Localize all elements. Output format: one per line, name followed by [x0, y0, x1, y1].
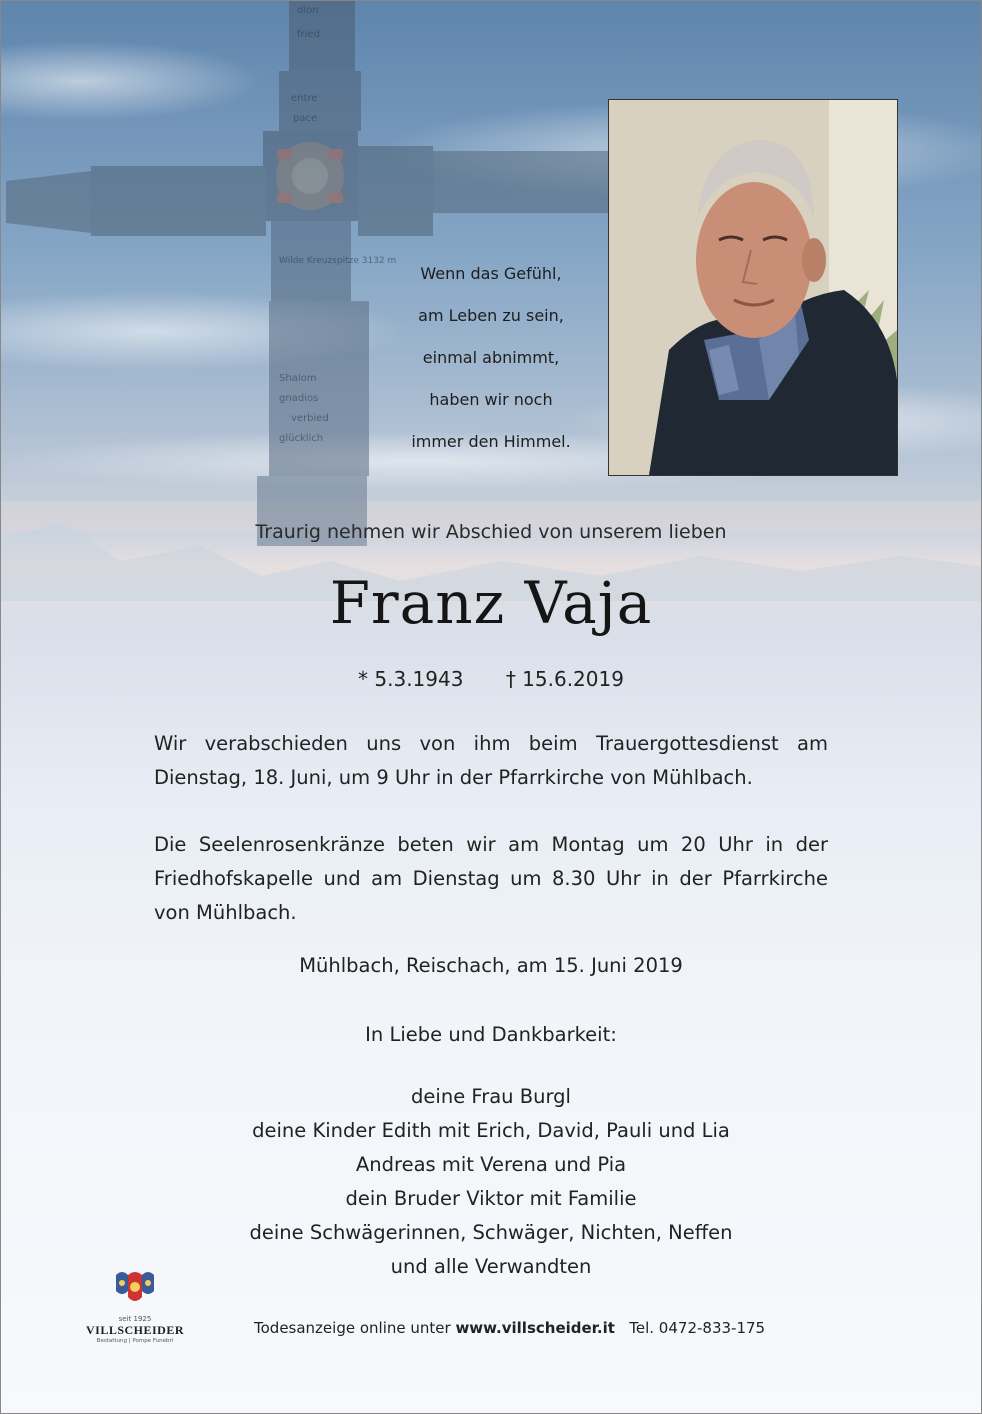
mourner-line: deine Frau Burgl	[411, 1085, 571, 1108]
mourner-line: und alle Verwandten	[390, 1255, 592, 1278]
gratitude-line: In Liebe und Dankbarkeit:	[365, 1023, 617, 1046]
death-date: † 15.6.2019	[505, 667, 624, 691]
intro-text: Traurig nehmen wir Abschied von unserem lieben	[255, 521, 727, 543]
mourner-line: Andreas mit Verena und Pia	[355, 1153, 627, 1176]
mourners-list	[1, 1080, 981, 1284]
portrait-photo	[608, 99, 898, 476]
funeral-home-logo	[81, 1269, 189, 1344]
funeral-service-paragraph: Wir verabschieden uns von ihm beim Trauergottesdienst am Dienstag, 18. Juni, um 9 Uhr in der Pfarrkirche von Mühlbach.	[154, 732, 828, 789]
mourner-line: deine Kinder Edith mit Erich, David, Pauli und Lia	[252, 1119, 730, 1142]
cross-inscription: gnadios	[279, 393, 319, 404]
cross-inscription: dion	[297, 5, 319, 16]
cross-inscription: verbied	[291, 413, 329, 424]
poem-line: haben wir noch	[429, 390, 553, 409]
website-link[interactable]: www.villscheider.it	[455, 1319, 615, 1337]
cross-inscription: pace	[293, 113, 318, 124]
logo-brand: VILLSCHEIDER	[85, 1323, 185, 1337]
footer-prefix: Todesanzeige online unter	[254, 1319, 456, 1337]
phone-number: Tel. 0472-833-175	[629, 1319, 766, 1337]
poem-line: einmal abnimmt,	[422, 348, 560, 367]
place-and-date: Mühlbach, Reischach, am 15. Juni 2019	[299, 954, 683, 977]
cross-inscription: Shalom	[279, 373, 317, 384]
cross-inscription: glücklich	[279, 433, 324, 444]
logo-subtitle: Bestattung | Pompe Funebri	[96, 1338, 174, 1344]
life-dates	[1, 667, 981, 691]
cross-inscription: fried	[297, 29, 320, 40]
mourner-line: dein Bruder Viktor mit Familie	[345, 1187, 637, 1210]
deceased-name: Franz Vaja	[329, 569, 653, 637]
poem-line: am Leben zu sein,	[418, 306, 564, 325]
coat-of-arms-icon	[110, 1269, 160, 1309]
poem-line: Wenn das Gefühl,	[420, 264, 562, 283]
memorial-poem	[391, 253, 591, 463]
cross-inscription: Wilde Kreuzspitze 3132 m	[279, 256, 397, 266]
poem-line: immer den Himmel.	[411, 432, 571, 451]
footer-contact	[254, 1319, 765, 1337]
rosary-paragraph: Die Seelenrosenkränze beten wir am Montag um 20 Uhr in der Friedhofskapelle und am Dienstag um 8.30 Uhr in der Pfarrkirche von Mühlbach.	[154, 833, 828, 924]
mourner-line: deine Schwägerinnen, Schwäger, Nichten, Neffen	[249, 1221, 733, 1244]
cross-inscription: entre	[291, 93, 318, 104]
logo-established: seit 1925	[118, 1315, 152, 1323]
birth-date: * 5.3.1943	[358, 667, 464, 691]
